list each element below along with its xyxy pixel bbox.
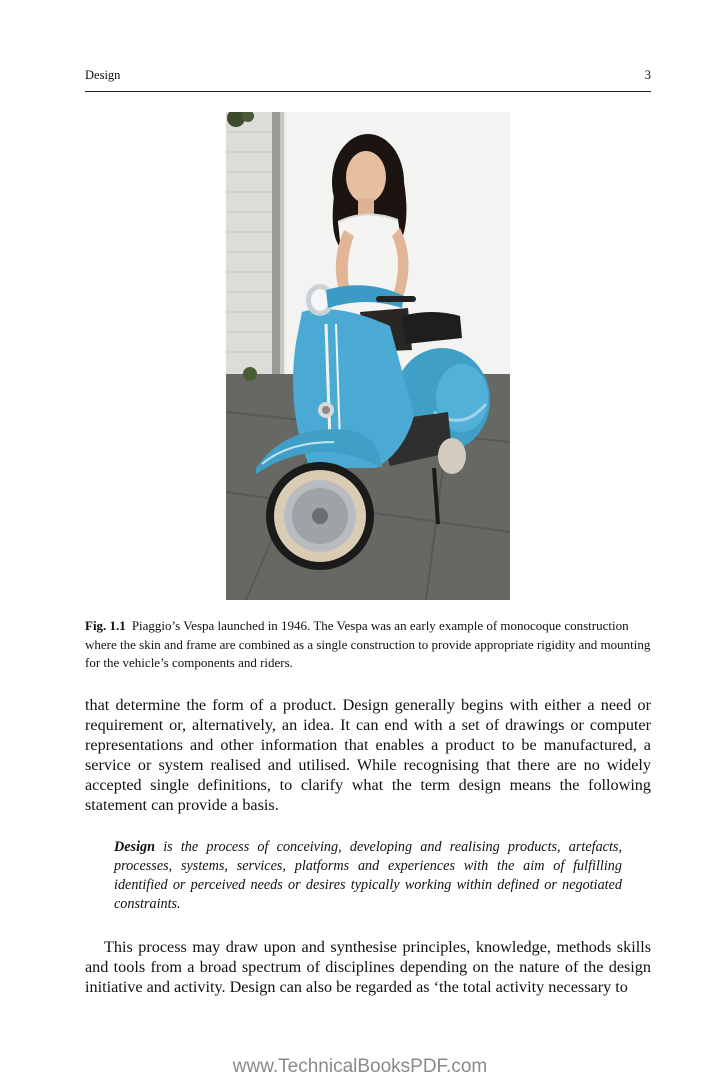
- caption-text: Piaggio’s Vespa launched in 1946. The Vespa was an early example of monocoque construction where the skin and frame are combined as a single construction to provide appropriate rigidity and mounting for the vehicle’s components and riders.: [85, 618, 651, 670]
- caption-label: Fig. 1.1: [85, 618, 126, 633]
- section-title: Design: [85, 68, 121, 82]
- body-paragraph-1: that determine the form of a product. Design generally begins with either a need or requirement or, alternatively, an idea. It can end with a set of drawings or computer representations and other information that enables a product to be manufactured, a service or system realised and utilised. While recognising that there are no widely accepted single definitions, to clarify what the term design means the following statement can provide a basis.: [85, 696, 651, 814]
- running-head: [85, 66, 651, 86]
- figure-photo: [226, 112, 510, 600]
- figure-caption: [85, 617, 651, 673]
- header-rule: [85, 91, 651, 92]
- definition-text: is the process of conceiving, developing and realising products, artefacts, processes, systems, services, platforms and experiences with the aim of fulfilling identified or perceived needs or desires typically working within defined or negotiated constraints.: [114, 839, 622, 912]
- body-paragraph-2: This process may draw upon and synthesise principles, knowledge, methods skills and tools from a broad spectrum of disciplines depending on the nature of the design initiative and activity. Design can also be regarded as ‘the total activity necessary to: [85, 938, 651, 996]
- page-number: 3: [644, 68, 651, 82]
- design-definition: [114, 838, 622, 914]
- watermark: www.TechnicalBooksPDF.com: [232, 1056, 488, 1077]
- definition-term: Design: [114, 839, 155, 855]
